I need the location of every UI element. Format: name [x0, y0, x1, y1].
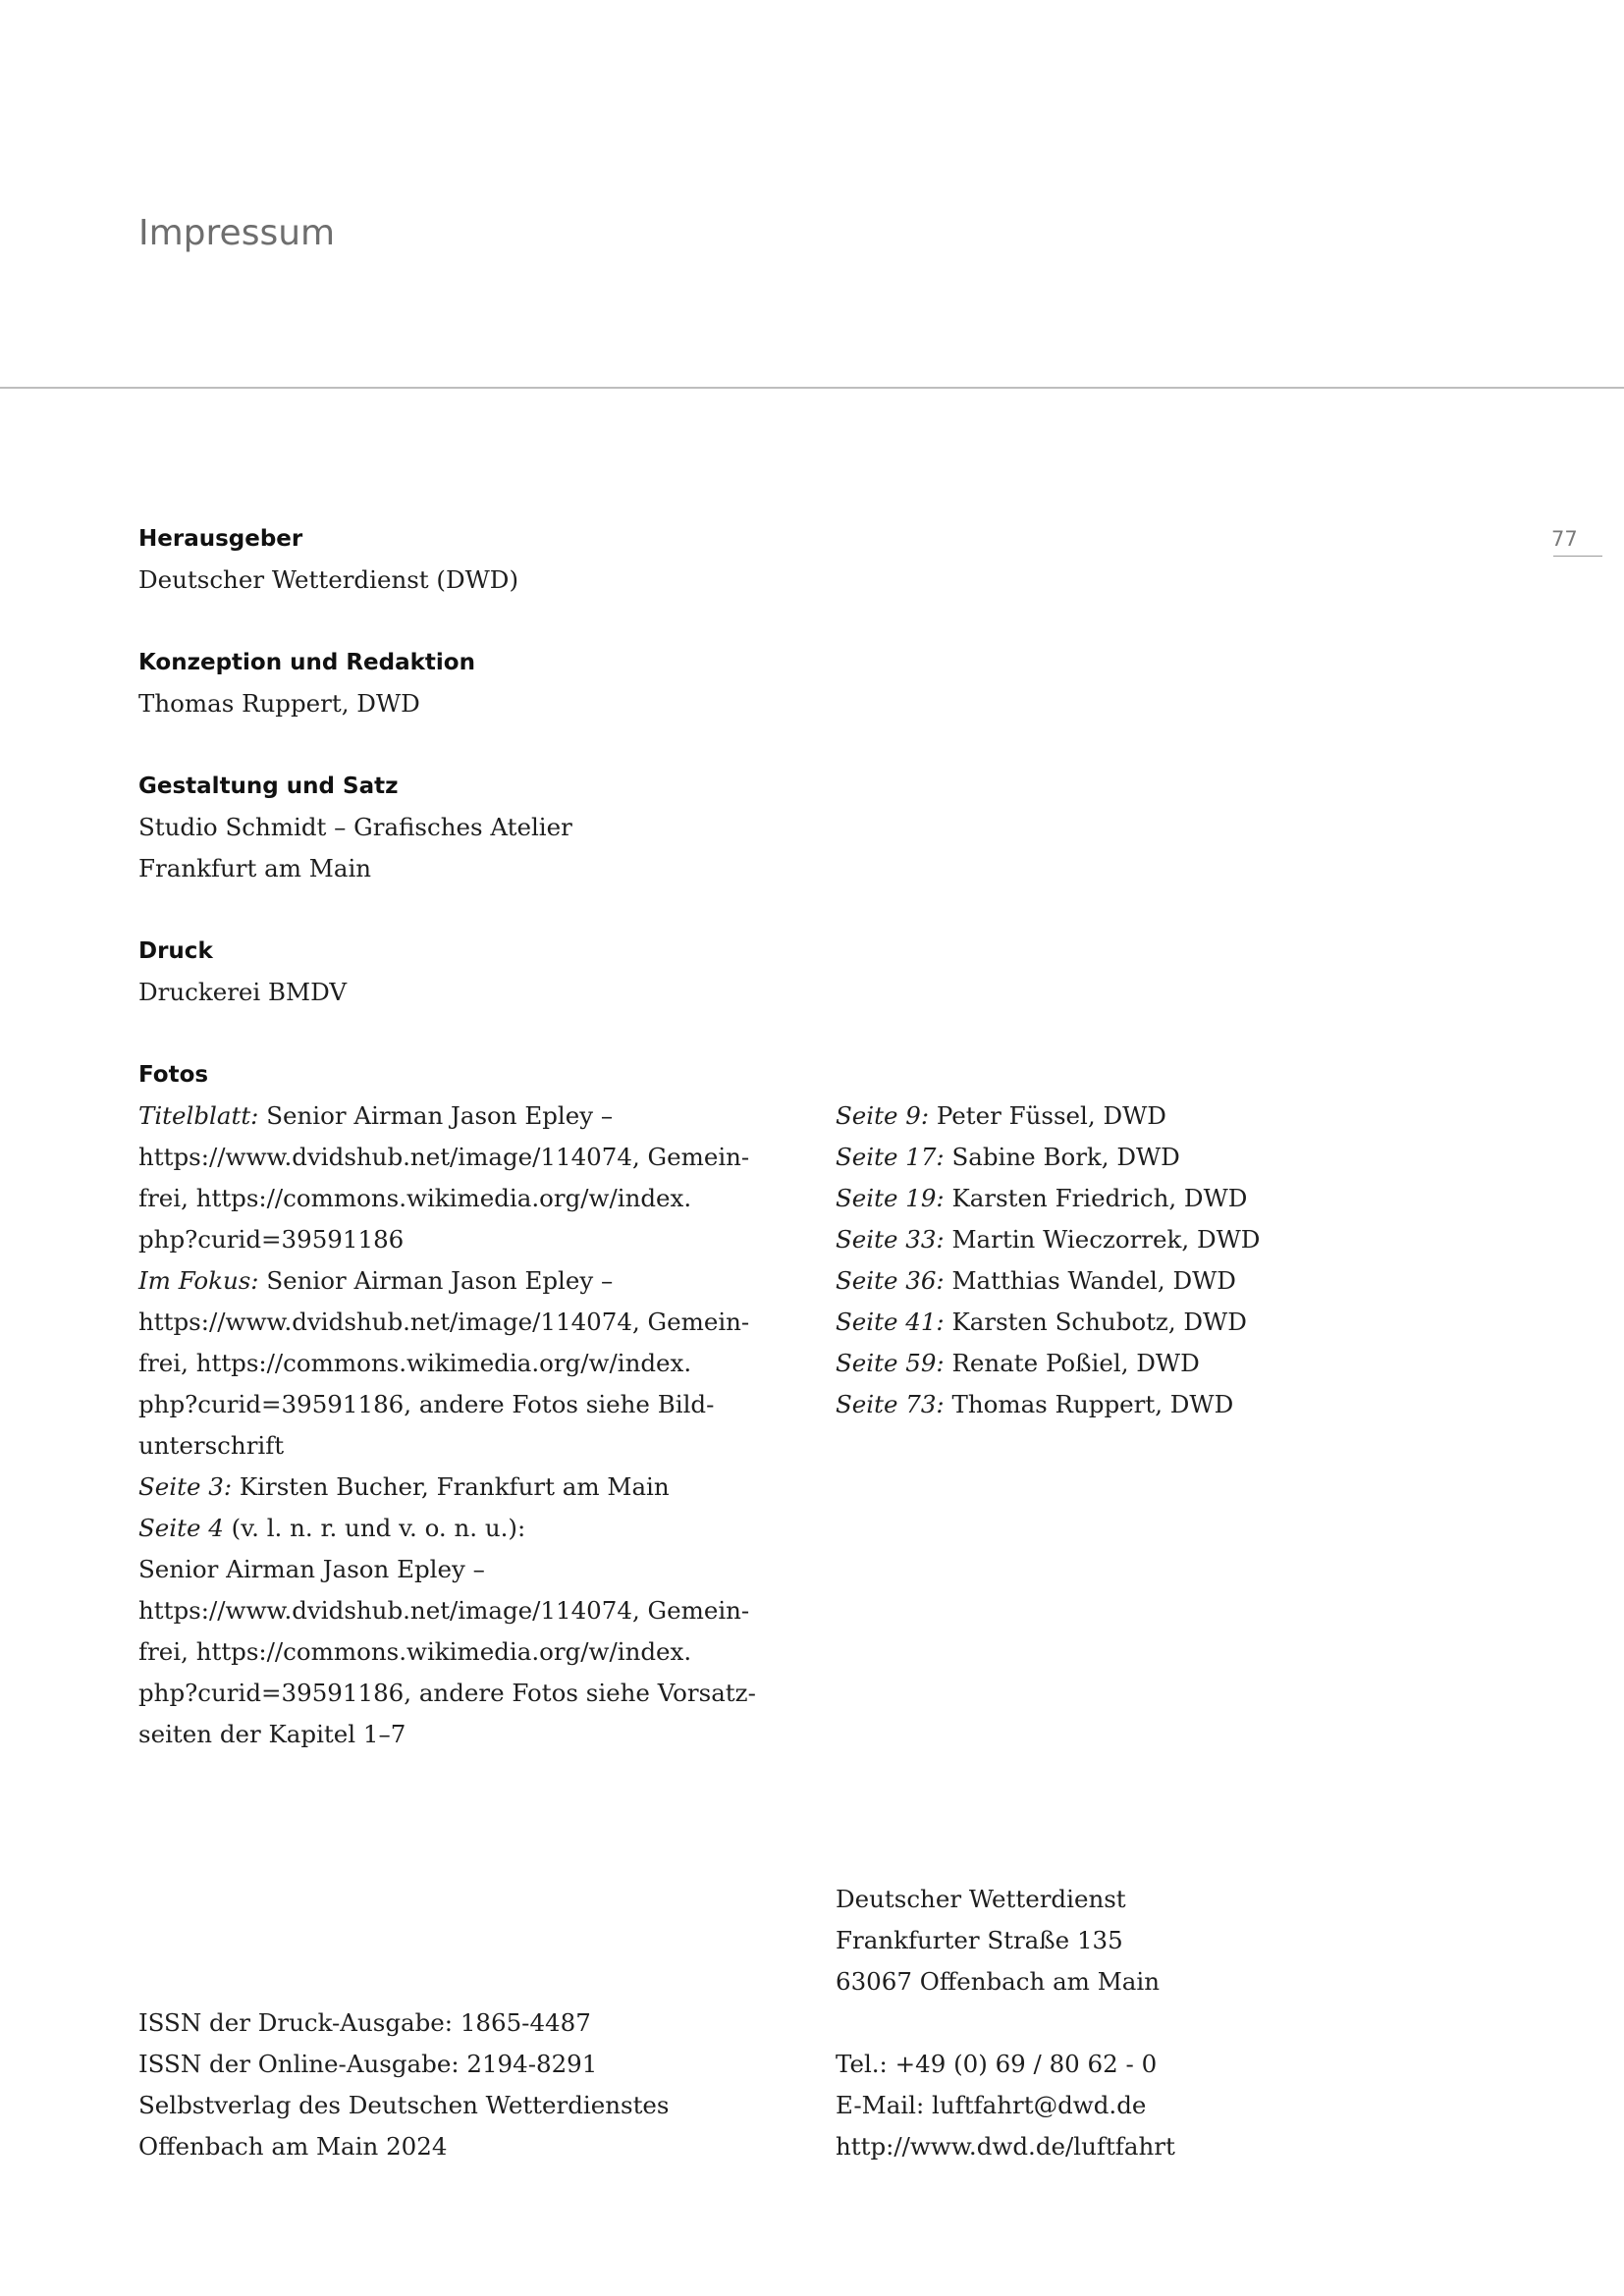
gestaltung-line: Frankfurt am Main [138, 854, 372, 882]
photo-credit-text: Senior Airman Jason Epley – [258, 1266, 614, 1295]
fotos-credits-left [138, 1095, 786, 1755]
section-heading-konzeption: Konzeption und Redaktion [138, 650, 475, 675]
photo-credit-label: Seite 59: [836, 1349, 945, 1377]
photo-credit-line [138, 1714, 786, 1755]
contact-email: E-Mail: luftfahrt@dwd.de [836, 2091, 1147, 2119]
photo-credit-text: https://www.dvidshub.net/image/114074, Gemein- [138, 1143, 750, 1171]
gestaltung-line: Studio Schmidt – Grafisches Atelier [138, 813, 572, 841]
photo-credit-label: Seite 41: [836, 1308, 945, 1336]
photo-credit-label: Seite 4 [138, 1514, 224, 1542]
photo-credit-line [836, 1302, 1474, 1343]
page-number: 77 [1551, 527, 1578, 551]
photo-credit-line [138, 1425, 786, 1467]
photo-credit-text: frei, https://commons.wikimedia.org/w/index. [138, 1349, 692, 1377]
contact-address-line: Deutscher Wetterdienst [836, 1885, 1126, 1913]
photo-credit-line [138, 1219, 786, 1260]
photo-credit-label: Seite 36: [836, 1266, 945, 1295]
photo-credit-line [138, 1343, 786, 1384]
imprint-left-column [138, 518, 786, 1755]
photo-credit-line [138, 1384, 786, 1425]
photo-credit-line [138, 1137, 786, 1178]
photo-credit-line [836, 1178, 1474, 1219]
contact-block [836, 1879, 1175, 2167]
photo-credit-line [836, 1343, 1474, 1384]
issn-line: ISSN der Druck-Ausgabe: 1865-4487 [138, 2008, 591, 2037]
konzeption-line: Thomas Ruppert, DWD [138, 689, 420, 718]
header-divider [0, 387, 1624, 389]
issn-line: ISSN der Online-Ausgabe: 2194-8291 [138, 2050, 598, 2078]
photo-credit-text: php?curid=39591186, andere Fotos siehe Vorsatz- [138, 1679, 756, 1707]
photo-credit-label: Titelblatt: [138, 1101, 259, 1130]
section-heading-herausgeber: Herausgeber [138, 526, 303, 552]
photo-credit-label: Seite 3: [138, 1472, 233, 1501]
photo-credit-text: Matthias Wandel, DWD [944, 1266, 1236, 1295]
photo-credit-text: https://www.dvidshub.net/image/114074, Gemein- [138, 1596, 750, 1625]
photo-credit-label: Seite 33: [836, 1225, 945, 1254]
page-title: Impressum [138, 213, 336, 253]
contact-address-line: 63067 Offenbach am Main [836, 1967, 1161, 1996]
photo-credit-label: Seite 9: [836, 1101, 930, 1130]
section-heading-druck: Druck [138, 938, 213, 964]
contact-web-link[interactable]: http://www.dwd.de/luftfahrt [836, 2132, 1175, 2161]
herausgeber-line: Deutscher Wetterdienst (DWD) [138, 565, 519, 594]
photo-credit-text: Kirsten Bucher, Frankfurt am Main [232, 1472, 670, 1501]
photo-credit-line [836, 1137, 1474, 1178]
photo-credit-text: Martin Wieczorrek, DWD [944, 1225, 1261, 1254]
photo-credit-label: Im Fokus: [138, 1266, 259, 1295]
photo-credit-line [138, 1508, 786, 1549]
photo-credit-line [836, 1219, 1474, 1260]
photo-credit-text: Senior Airman Jason Epley – [138, 1555, 485, 1583]
photo-credit-text: frei, https://commons.wikimedia.org/w/index. [138, 1184, 692, 1212]
contact-address-line: Frankfurter Straße 135 [836, 1926, 1123, 1954]
contact-phone: Tel.: +49 (0) 69 / 80 62 - 0 [836, 2050, 1158, 2078]
photo-credit-line [836, 1260, 1474, 1302]
section-heading-fotos: Fotos [138, 1062, 209, 1088]
druck-line: Druckerei BMDV [138, 978, 348, 1006]
photo-credit-line [138, 1467, 786, 1508]
photo-credit-text: seiten der Kapitel 1–7 [138, 1720, 406, 1748]
photo-credit-line [138, 1631, 786, 1673]
photo-credit-line [836, 1095, 1474, 1137]
fotos-credits-right [836, 1095, 1474, 1425]
photo-credit-text: php?curid=39591186 [138, 1225, 405, 1254]
photo-credit-text: Sabine Bork, DWD [944, 1143, 1180, 1171]
photo-credit-line [138, 1302, 786, 1343]
photo-credit-text: frei, https://commons.wikimedia.org/w/index. [138, 1637, 692, 1666]
photo-credit-text: Renate Poßiel, DWD [944, 1349, 1200, 1377]
photo-credit-line [836, 1384, 1474, 1425]
photo-credit-text: unterschrift [138, 1431, 285, 1460]
photo-credit-text: Senior Airman Jason Epley – [258, 1101, 614, 1130]
photo-credit-line [138, 1260, 786, 1302]
issn-line: Offenbach am Main 2024 [138, 2132, 448, 2161]
photo-credit-text: Karsten Friedrich, DWD [944, 1184, 1248, 1212]
photo-credit-line [138, 1673, 786, 1714]
photo-credit-text: (v. l. n. r. und v. o. n. u.): [223, 1514, 526, 1542]
photo-credit-text: Peter Füssel, DWD [929, 1101, 1166, 1130]
photo-credit-label: Seite 17: [836, 1143, 945, 1171]
issn-line: Selbstverlag des Deutschen Wetterdienstes [138, 2091, 670, 2119]
photo-credit-line [138, 1549, 786, 1590]
photo-credit-line [138, 1178, 786, 1219]
photo-credit-label: Seite 73: [836, 1390, 945, 1418]
section-heading-gestaltung: Gestaltung und Satz [138, 774, 399, 799]
photo-credit-label: Seite 19: [836, 1184, 945, 1212]
page-number-underline [1553, 556, 1602, 557]
photo-credit-text: https://www.dvidshub.net/image/114074, Gemein- [138, 1308, 750, 1336]
photo-credit-text: Karsten Schubotz, DWD [944, 1308, 1247, 1336]
issn-block [138, 2002, 670, 2167]
photo-credit-text: Thomas Ruppert, DWD [944, 1390, 1234, 1418]
photo-credit-line [138, 1095, 786, 1137]
photo-credit-line [138, 1590, 786, 1631]
photo-credit-text: php?curid=39591186, andere Fotos siehe Bild- [138, 1390, 715, 1418]
